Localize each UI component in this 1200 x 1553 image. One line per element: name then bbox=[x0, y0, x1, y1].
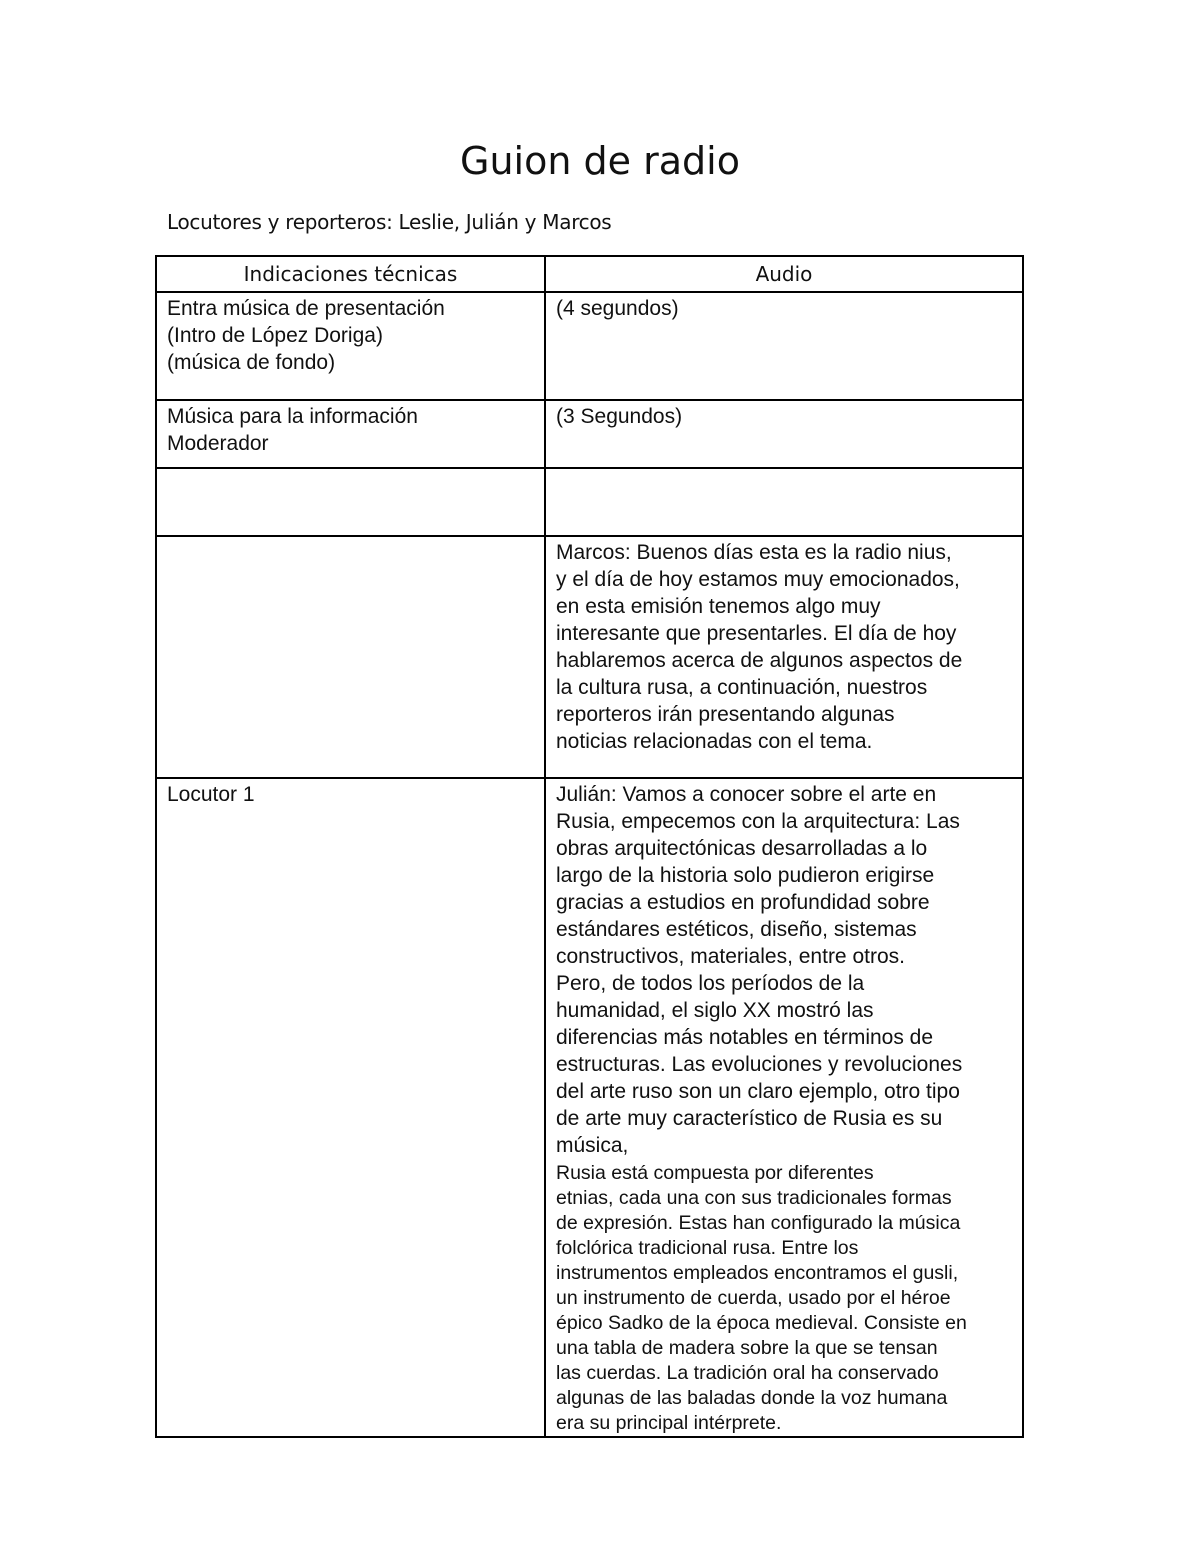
header-audio: Audio bbox=[545, 256, 1023, 292]
audio-cell bbox=[545, 778, 1023, 1437]
table-row bbox=[156, 292, 1023, 400]
document-subtitle: Locutores y reporteros: Leslie, Julián y Marcos bbox=[167, 210, 612, 234]
technical-cell bbox=[156, 778, 545, 1437]
technical-cell bbox=[156, 536, 545, 778]
audio-cell bbox=[545, 468, 1023, 536]
technical-text bbox=[167, 537, 536, 539]
table-row bbox=[156, 778, 1023, 1437]
table-header-row bbox=[156, 256, 1023, 292]
audio-text: (3 Segundos) bbox=[556, 405, 683, 428]
script-table bbox=[155, 255, 1024, 1438]
audio-cell bbox=[545, 292, 1023, 400]
table-row bbox=[156, 468, 1023, 536]
audio-cell bbox=[545, 536, 1023, 778]
technical-cell bbox=[156, 400, 545, 468]
audio-text-continued: Rusia está compuesta por diferentes etnias, cada una con sus tradicionales formas de expresión. Estas han configurado la música folclórica tradicional rusa. Entre los instrumentos empleados encontramos el gusli, un instrumento de cuerda, usado por el héroe épico Sadko de la época medieval. Consiste en una tabla de madera sobre la que se tensan las cuerdas. La tradición oral ha conservado algunas de las baladas donde la voz humana era su principal intérprete. bbox=[556, 1162, 967, 1434]
audio-text: Julián: Vamos a conocer sobre el arte en Rusia, empecemos con la arquitectura: Las obras arquitectónicas desarrolladas a lo largo de la historia solo pudieron erigirse gracias a estudios en profundidad sobre estándares estéticos, diseño, sistemas constructivos, materiales, entre otros. Pero, de todos los períodos de la humanidad, el siglo XX mostró las diferencias más notables en términos de estructuras. Las evoluciones y revoluciones del arte ruso son un claro ejemplo, otro tipo de arte muy característico de Rusia es su música, bbox=[556, 783, 963, 1157]
audio-cell bbox=[545, 400, 1023, 468]
technical-cell bbox=[156, 468, 545, 536]
header-technical: Indicaciones técnicas bbox=[156, 256, 545, 292]
table-row bbox=[156, 400, 1023, 468]
audio-text: (4 segundos) bbox=[556, 297, 679, 320]
technical-text: Locutor 1 bbox=[167, 783, 255, 806]
technical-text bbox=[167, 469, 536, 471]
table-row bbox=[156, 536, 1023, 778]
audio-text: Marcos: Buenos días esta es la radio nius, y el día de hoy estamos muy emocionados, en esta emisión tenemos algo muy interesante que presentarles. El día de hoy hablaremos acerca de algunos aspectos de la cultura rusa, a continuación, nuestros reporteros irán presentando algunas noticias relacionadas con el tema. bbox=[556, 541, 963, 753]
technical-cell bbox=[156, 292, 545, 400]
technical-text: Entra música de presentación (Intro de López Doriga) (música de fondo) bbox=[167, 297, 445, 374]
document-title: Guion de radio bbox=[460, 139, 740, 183]
audio-text bbox=[556, 469, 1014, 471]
technical-text: Música para la información Moderador bbox=[167, 405, 418, 455]
